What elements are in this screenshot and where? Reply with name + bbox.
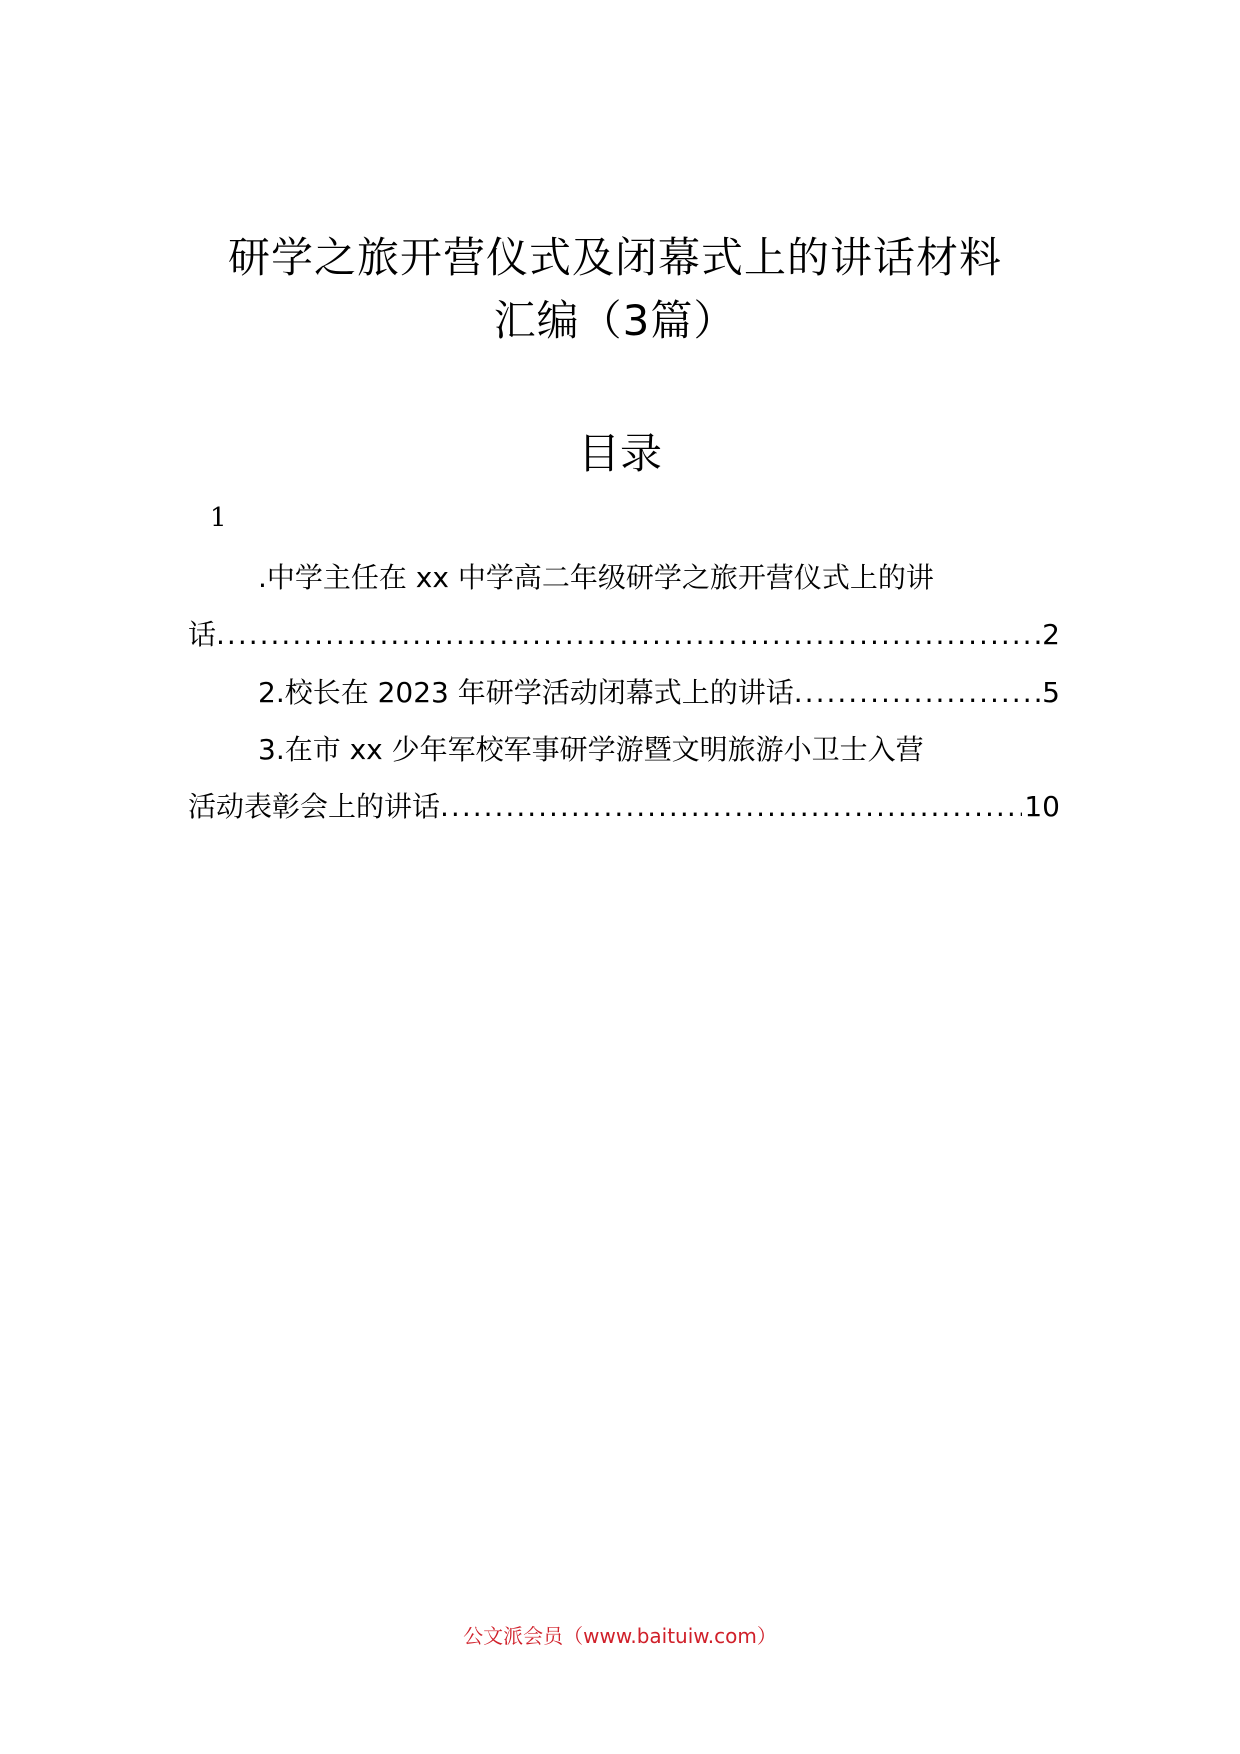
document-title-line2: 汇编（3篇） <box>493 296 737 345</box>
toc-entry-3-continuation[interactable] <box>188 782 1060 832</box>
toc-entry-2-page: 5 <box>1042 676 1060 709</box>
toc-entry-1-title-cont: 话 <box>188 618 217 651</box>
toc-entry-3-title-cont: 活动表彰会上的讲话 <box>188 790 441 823</box>
toc-entry-1-title[interactable]: .中学主任在 xx 中学高二年级研学之旅开营仪式上的讲 <box>258 561 934 594</box>
toc-entry-1-page: 2 <box>1042 618 1060 651</box>
toc-dot-leader <box>216 610 1040 660</box>
toc-entry-2-title: 2.校长在 2023 年研学活动闭幕式上的讲话 <box>258 676 794 709</box>
document-title-line1: 研学之旅开营仪式及闭幕式上的讲话材料 <box>227 233 1002 282</box>
toc-entry-number: 1 <box>210 503 227 533</box>
toc-dot-leader <box>440 782 1022 832</box>
toc-entry-2[interactable] <box>188 668 1060 718</box>
toc-dot-leader <box>794 668 1040 718</box>
toc-heading: 目录 <box>577 429 662 478</box>
toc-entry-1-continuation[interactable] <box>188 610 1060 660</box>
toc-entry-3-title[interactable]: 3.在市 xx 少年军校军事研学游暨文明旅游小卫士入营 <box>258 733 924 766</box>
footer-watermark: 公文派会员（www.baituiw.com） <box>463 1624 777 1648</box>
toc-entry-3-page: 10 <box>1024 790 1060 823</box>
